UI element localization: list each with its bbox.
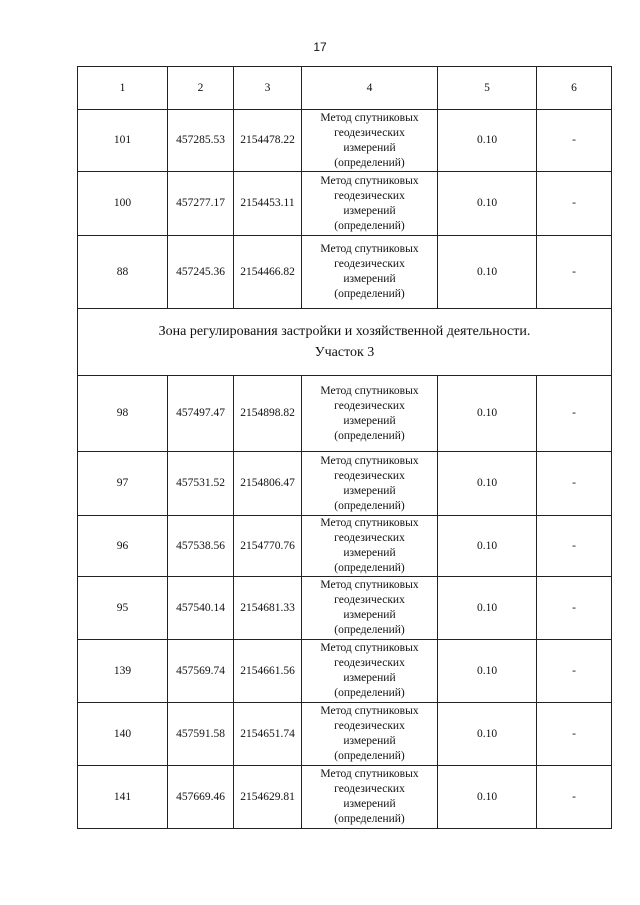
method-line: (определений) [334, 562, 405, 574]
method-line: Метод спутниковых [320, 579, 419, 591]
y-coordinate-cell: 2154651.74 [234, 703, 302, 766]
accuracy-cell: 0.10 [438, 766, 537, 829]
method-line: геодезических [334, 189, 405, 202]
accuracy-cell: 0.10 [438, 236, 537, 309]
method-line: измерений [343, 798, 396, 810]
method-cell [302, 640, 438, 703]
y-coordinate-cell: 2154681.33 [234, 577, 302, 640]
y-coordinate-cell: 2154629.81 [234, 766, 302, 829]
table-row [78, 703, 612, 766]
section-title-cell [78, 309, 612, 376]
table-row [78, 766, 612, 829]
note-cell: - [537, 516, 612, 577]
point-number-cell: 101 [78, 110, 168, 172]
accuracy-cell: 0.10 [438, 376, 537, 452]
method-line: измерений [343, 672, 396, 684]
method-line: измерений [343, 484, 396, 497]
method-line: (определений) [334, 156, 405, 169]
method-line: Метод спутниковых [320, 705, 419, 717]
x-coordinate-cell: 457538.56 [168, 516, 234, 577]
coordinates-table [77, 66, 612, 829]
method-line: Метод спутниковых [320, 174, 419, 187]
note-cell: - [537, 236, 612, 309]
method-line: геодезических [334, 594, 405, 606]
header-cell: 5 [438, 67, 537, 110]
note-cell: - [537, 640, 612, 703]
method-cell [302, 703, 438, 766]
point-number-cell: 88 [78, 236, 168, 309]
table-row [78, 640, 612, 703]
point-number-cell: 141 [78, 766, 168, 829]
method-line: (определений) [334, 499, 405, 512]
y-coordinate-cell: 2154661.56 [234, 640, 302, 703]
point-number-cell: 96 [78, 516, 168, 577]
method-line: геодезических [334, 126, 405, 139]
page-number: 17 [313, 40, 327, 54]
point-number-cell: 97 [78, 452, 168, 516]
method-line: измерений [343, 141, 396, 154]
method-line: измерений [343, 547, 396, 559]
x-coordinate-cell: 457497.47 [168, 376, 234, 452]
accuracy-cell: 0.10 [438, 172, 537, 236]
method-line: (определений) [334, 288, 405, 300]
section-subtitle-line: Участок 3 [314, 345, 375, 360]
method-line: (определений) [334, 687, 405, 699]
note-cell: - [537, 172, 612, 236]
x-coordinate-cell: 457285.53 [168, 110, 234, 172]
y-coordinate-cell: 2154478.22 [234, 110, 302, 172]
section-title-line: Зона регулирования застройки и хозяйственной деятельности. [158, 324, 531, 339]
method-line: измерений [343, 609, 396, 621]
method-line: геодезических [334, 399, 405, 412]
x-coordinate-cell: 457669.46 [168, 766, 234, 829]
method-line: (определений) [334, 429, 405, 442]
accuracy-cell: 0.10 [438, 110, 537, 172]
section-header-row [78, 309, 612, 376]
method-cell [302, 376, 438, 452]
note-cell: - [537, 452, 612, 516]
method-line: Метод спутниковых [320, 111, 419, 124]
note-cell: - [537, 577, 612, 640]
header-cell: 3 [234, 67, 302, 110]
method-line: геодезических [334, 258, 405, 270]
table-row [78, 376, 612, 452]
method-cell [302, 110, 438, 172]
method-cell [302, 577, 438, 640]
method-line: измерений [343, 273, 396, 285]
x-coordinate-cell: 457591.58 [168, 703, 234, 766]
method-line: (определений) [334, 624, 405, 636]
table-row [78, 236, 612, 309]
point-number-cell: 98 [78, 376, 168, 452]
header-cell: 4 [302, 67, 438, 110]
accuracy-cell: 0.10 [438, 452, 537, 516]
method-line: измерений [343, 414, 396, 427]
method-cell [302, 516, 438, 577]
table-row [78, 516, 612, 577]
accuracy-cell: 0.10 [438, 703, 537, 766]
method-line: Метод спутниковых [320, 454, 419, 467]
x-coordinate-cell: 457245.36 [168, 236, 234, 309]
y-coordinate-cell: 2154806.47 [234, 452, 302, 516]
method-line: Метод спутниковых [320, 384, 419, 397]
method-cell [302, 172, 438, 236]
x-coordinate-cell: 457277.17 [168, 172, 234, 236]
method-line: Метод спутниковых [320, 642, 419, 654]
note-cell: - [537, 703, 612, 766]
table-row [78, 110, 612, 172]
y-coordinate-cell: 2154770.76 [234, 516, 302, 577]
header-cell: 6 [537, 67, 612, 110]
header-cell: 1 [78, 67, 168, 110]
accuracy-cell: 0.10 [438, 516, 537, 577]
method-line: геодезических [334, 720, 405, 732]
method-line: измерений [343, 735, 396, 747]
y-coordinate-cell: 2154898.82 [234, 376, 302, 452]
method-line: геодезических [334, 469, 405, 482]
method-line: геодезических [334, 783, 405, 795]
note-cell: - [537, 376, 612, 452]
method-cell [302, 236, 438, 309]
table-row [78, 577, 612, 640]
x-coordinate-cell: 457531.52 [168, 452, 234, 516]
table-row [78, 452, 612, 516]
method-cell [302, 452, 438, 516]
x-coordinate-cell: 457540.14 [168, 577, 234, 640]
method-line: (определений) [334, 813, 405, 825]
method-line: Метод спутниковых [320, 243, 419, 255]
method-line: (определений) [334, 219, 405, 232]
method-line: измерений [343, 204, 396, 217]
y-coordinate-cell: 2154466.82 [234, 236, 302, 309]
note-cell: - [537, 110, 612, 172]
accuracy-cell: 0.10 [438, 577, 537, 640]
accuracy-cell: 0.10 [438, 640, 537, 703]
method-line: геодезических [334, 532, 405, 544]
note-cell: - [537, 766, 612, 829]
header-cell: 2 [168, 67, 234, 110]
method-line: геодезических [334, 657, 405, 669]
method-line: (определений) [334, 750, 405, 762]
point-number-cell: 95 [78, 577, 168, 640]
y-coordinate-cell: 2154453.11 [234, 172, 302, 236]
method-cell [302, 766, 438, 829]
table-row [78, 172, 612, 236]
point-number-cell: 140 [78, 703, 168, 766]
method-line: Метод спутниковых [320, 517, 419, 529]
point-number-cell: 100 [78, 172, 168, 236]
point-number-cell: 139 [78, 640, 168, 703]
table-header-row [78, 67, 612, 110]
x-coordinate-cell: 457569.74 [168, 640, 234, 703]
coordinates-table-body [78, 67, 612, 829]
method-line: Метод спутниковых [320, 768, 419, 780]
